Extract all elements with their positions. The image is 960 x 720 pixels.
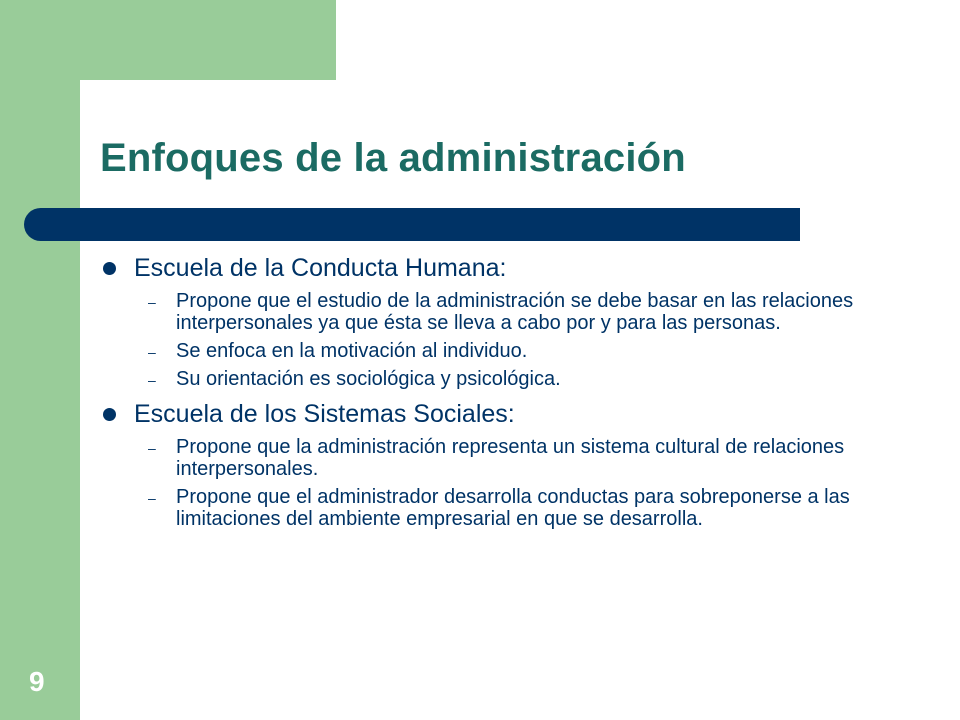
bullet-list	[0, 252, 960, 530]
dash-icon: –	[148, 344, 156, 360]
sub-bullet-text: Su orientación es sociológica y psicológica.	[176, 368, 561, 390]
slide-title: Enfoques de la administración	[100, 136, 686, 180]
sub-bullet-text: Propone que el administrador desarrolla conductas para sobreponerse a las limitaciones del ambiente empresarial en que se desarrolla.	[176, 486, 850, 530]
sub-bullet-item	[0, 368, 876, 390]
dash-icon: –	[148, 440, 156, 456]
bullet-dot-icon	[103, 408, 116, 421]
bullet-heading: Escuela de la Conducta Humana:	[134, 254, 507, 282]
sub-bullet-text: Propone que el estudio de la administración se debe basar en las relaciones interpersonales ya que ésta se lleva a cabo por y para las personas.	[176, 290, 854, 334]
bullet-item	[0, 398, 960, 430]
sub-bullet-text: Se enfoca en la motivación al individuo.	[176, 340, 528, 362]
section-sistemas-sociales	[0, 398, 960, 530]
page-number: 9	[29, 666, 45, 697]
top-green-block	[0, 0, 336, 80]
sub-bullet-item	[0, 436, 876, 480]
sub-bullet-item	[0, 340, 876, 362]
section-conducta-humana	[0, 252, 960, 390]
bullet-dot-icon	[103, 262, 116, 275]
bullet-item	[0, 252, 960, 284]
sub-bullet-text: Propone que la administración representa un sistema cultural de relaciones interpersonales.	[176, 436, 845, 480]
dash-icon: –	[148, 294, 156, 310]
bullet-heading: Escuela de los Sistemas Sociales:	[134, 400, 515, 428]
sub-bullet-item	[0, 486, 876, 530]
dash-icon: –	[148, 490, 156, 506]
dash-icon: –	[148, 372, 156, 388]
title-underline-bar	[24, 208, 800, 241]
sub-bullet-item	[0, 290, 876, 334]
